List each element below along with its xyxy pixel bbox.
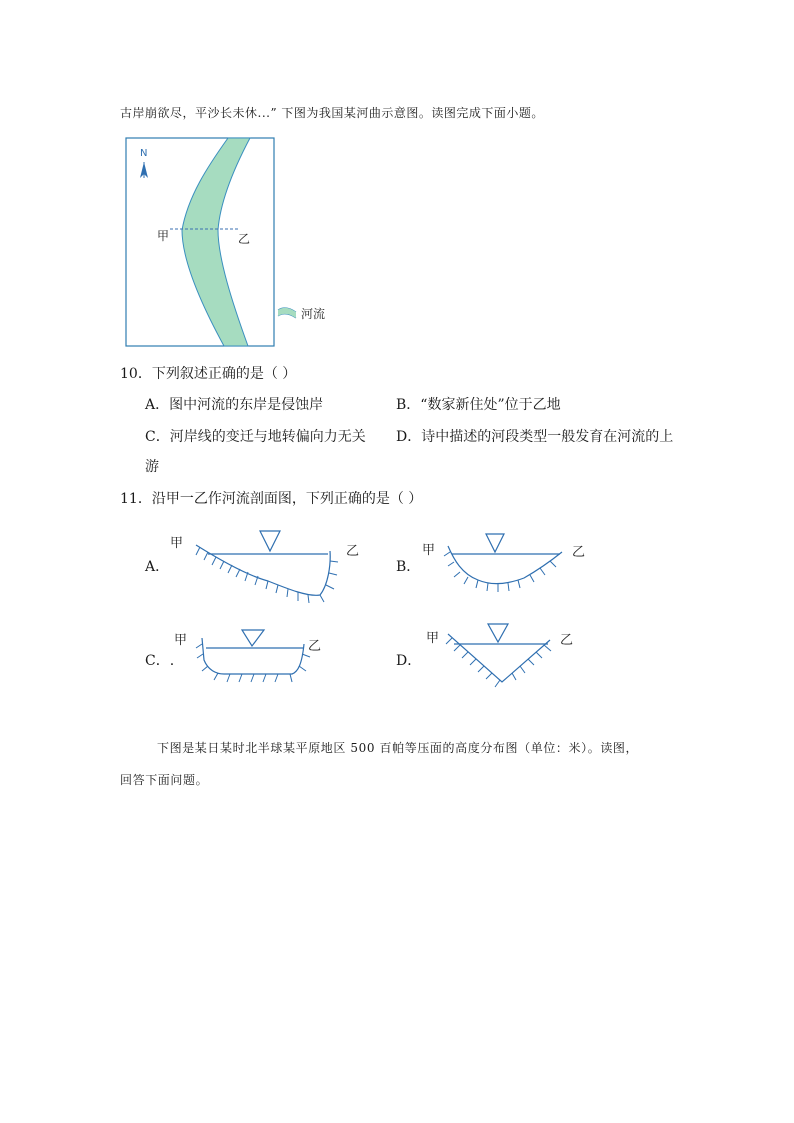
riverbed — [448, 546, 562, 584]
profile-a — [168, 525, 368, 610]
q11-option-a: A． — [145, 559, 170, 575]
riverbed — [202, 638, 304, 674]
intro-text: 古岸崩欲尽，平沙长未休...” 下图为我国某河曲示意图。读图完成下面小题。 — [120, 106, 544, 120]
q10-stem: 10．下列叙述正确的是（ ） — [120, 366, 297, 382]
next-paragraph-line2: 回答下面问题。 — [120, 773, 209, 787]
q11-option-b: B． — [396, 559, 421, 575]
profile-b-yi: 乙 — [572, 545, 586, 560]
water-level-icon — [486, 534, 504, 552]
q10-option-b: B．“数家新住处”位于乙地 — [396, 397, 561, 413]
q11-stem: 11．沿甲一乙作河流剖面图，下列正确的是（ ） — [120, 491, 423, 507]
north-arrow-icon — [140, 162, 148, 178]
profile-d-yi: 乙 — [560, 633, 574, 648]
q10-option-d: D．诗中描述的河段类型一般发育在河流的上 — [396, 429, 674, 445]
map-label-jia: 甲 — [157, 229, 170, 243]
water-level-icon — [260, 531, 280, 551]
q10-option-d-continued: 游 — [145, 459, 159, 475]
profile-a-yi: 乙 — [346, 544, 360, 559]
q10-option-a: A．图中河流的东岸是侵蚀岸 — [145, 397, 324, 413]
north-label: N — [140, 148, 148, 159]
profile-c — [172, 624, 332, 696]
river-meander-map — [120, 132, 340, 350]
profile-b — [420, 530, 595, 610]
riverbed — [196, 545, 330, 595]
legend-label: 河流 — [301, 307, 326, 321]
profile-d — [420, 618, 590, 696]
profile-c-yi: 乙 — [308, 639, 322, 654]
q11-option-c: C．. — [145, 653, 175, 669]
profile-d-jia: 甲 — [426, 631, 440, 646]
profile-b-jia: 甲 — [422, 543, 436, 558]
q11-option-d: D． — [396, 653, 422, 669]
water-level-icon — [488, 624, 508, 642]
profile-c-jia: 甲 — [174, 633, 188, 648]
map-label-yi: 乙 — [238, 232, 251, 246]
legend-river-icon — [278, 308, 296, 318]
next-paragraph-line1: 下图是某日某时北半球某平原地区 500 百帕等压面的高度分布图（单位：米）。读图， — [157, 741, 639, 755]
profile-a-jia: 甲 — [170, 536, 184, 551]
water-level-icon — [242, 630, 264, 646]
q10-option-c: C．河岸线的变迁与地转偏向力无关 — [145, 429, 366, 445]
